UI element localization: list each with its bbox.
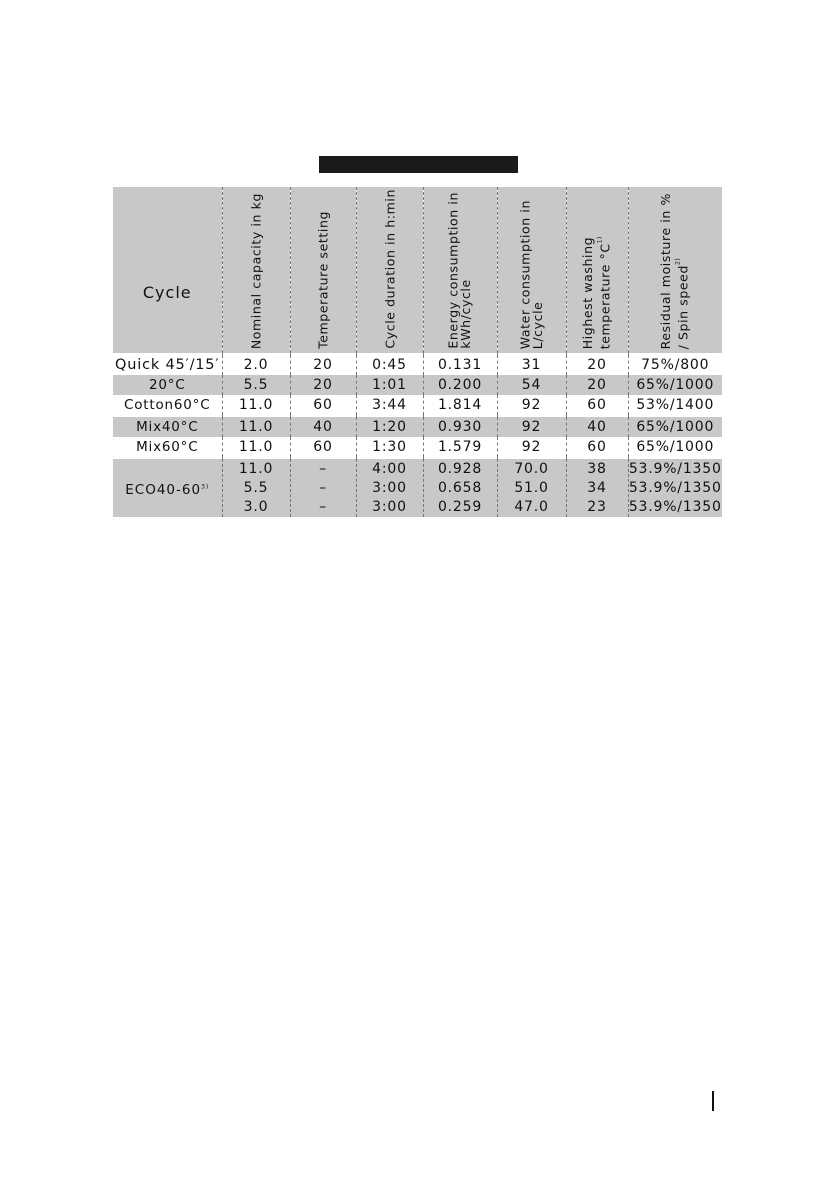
eco-capacity: 5.5 (243, 479, 269, 496)
table-row (113, 417, 722, 437)
eco-temp-cell (290, 459, 356, 517)
header-water-line-1: Water consumption in (517, 199, 532, 349)
cell-highest: 60 (566, 437, 628, 457)
eco-cycle-name (125, 482, 209, 498)
cell-energy: 0.930 (423, 417, 497, 437)
eco-water: 51.0 (514, 479, 549, 496)
cell-duration: 3:44 (356, 395, 423, 415)
cell-highest: 40 (566, 417, 628, 437)
cell-capacity: 5.5 (222, 375, 290, 395)
table-row (113, 437, 722, 457)
cell-capacity: 11.0 (222, 395, 290, 415)
cell-temp: 40 (290, 417, 356, 437)
cell-temp: 20 (290, 355, 356, 375)
cell-capacity: 11.0 (222, 437, 290, 457)
eco-highest: 23 (587, 498, 607, 515)
eco-highest: 34 (587, 479, 607, 496)
eco-energy: 0.928 (437, 460, 483, 477)
cell-moisture: 65%/1000 (628, 437, 722, 457)
cycle-name: Quick 45′/15′ (113, 355, 222, 375)
eco-moisture-cell (628, 459, 722, 517)
header-moisture (628, 187, 722, 353)
eco-energy: 0.658 (437, 479, 483, 496)
cell-energy: 1.579 (423, 437, 497, 457)
header-moisture-label (660, 193, 690, 349)
page-edge-mark (712, 1091, 714, 1111)
eco-row (113, 459, 722, 517)
consumption-table (113, 187, 722, 517)
cell-moisture: 65%/1000 (628, 375, 722, 395)
cell-water: 92 (497, 395, 566, 415)
eco-temp: – (319, 498, 327, 515)
header-temperature (290, 187, 356, 353)
header-duration (356, 187, 423, 353)
eco-duration: 4:00 (372, 460, 407, 477)
footnote-3-marker: 3) (201, 483, 210, 491)
cell-duration: 1:30 (356, 437, 423, 457)
cell-duration: 1:20 (356, 417, 423, 437)
cell-water: 92 (497, 437, 566, 457)
cell-temp: 60 (290, 395, 356, 415)
eco-duration-cell (356, 459, 423, 517)
header-highest-line-2: temperature °C (597, 243, 613, 349)
eco-energy: 0.259 (437, 498, 483, 515)
eco-temp: – (319, 460, 327, 477)
eco-duration: 3:00 (372, 498, 407, 515)
header-energy-line-2: kWh/cycle (458, 279, 473, 349)
cell-highest: 20 (566, 355, 628, 375)
header-water-label (519, 200, 544, 349)
eco-moisture: 53.9%/1350 (628, 460, 722, 477)
table-header-row (113, 187, 722, 353)
eco-water: 70.0 (514, 460, 549, 477)
cell-energy: 1.814 (423, 395, 497, 415)
eco-capacity: 3.0 (243, 498, 269, 515)
header-highest-temp (566, 187, 628, 353)
cell-temp: 20 (290, 375, 356, 395)
header-cycle (113, 187, 222, 353)
cell-temp: 60 (290, 437, 356, 457)
header-moisture-line-2: / Spin speed (675, 264, 691, 349)
cell-energy: 0.131 (423, 355, 497, 375)
cell-moisture: 75%/800 (628, 355, 722, 375)
header-water (497, 187, 566, 353)
title-bar-redacted (319, 156, 518, 173)
cycle-name: Cotton60°C (113, 395, 222, 415)
eco-name-text: ECO40-60 (125, 482, 202, 498)
eco-cycle-name-cell (113, 459, 222, 517)
eco-duration: 3:00 (372, 479, 407, 496)
cell-duration: 0:45 (356, 355, 423, 375)
eco-temp: – (319, 479, 327, 496)
cycle-name: Mix40°C (113, 417, 222, 437)
eco-highest: 38 (587, 460, 607, 477)
cell-water: 54 (497, 375, 566, 395)
cell-moisture: 53%/1400 (628, 395, 722, 415)
cell-duration: 1:01 (356, 375, 423, 395)
header-water-line-2: L/cycle (529, 301, 545, 349)
footnote-2-marker: 2) (674, 257, 682, 265)
cell-water: 92 (497, 417, 566, 437)
eco-water-cell (497, 459, 566, 517)
eco-moisture: 53.9%/1350 (628, 479, 722, 496)
cell-highest: 60 (566, 395, 628, 415)
header-highest-temp-label (579, 235, 613, 349)
cycle-name: 20°C (113, 375, 222, 395)
program-table (113, 187, 722, 515)
header-capacity-label: Nominal capacity in kg (248, 192, 264, 349)
cell-energy: 0.200 (423, 375, 497, 395)
header-highest-line-1: Highest washing (579, 236, 595, 349)
table-row (113, 375, 722, 395)
header-cycle-label: Cycle (142, 283, 192, 302)
header-moisture-line-1: Residual moisture in % (658, 192, 674, 349)
header-energy (423, 187, 497, 353)
cycle-name: Mix60°C (113, 437, 222, 457)
eco-capacity-cell (222, 459, 290, 517)
cell-water: 31 (497, 355, 566, 375)
cell-highest: 20 (566, 375, 628, 395)
cell-moisture: 65%/1000 (628, 417, 722, 437)
eco-capacity: 11.0 (238, 460, 274, 477)
eco-water: 47.0 (514, 498, 549, 515)
header-duration-label: Cycle duration in h:min (382, 189, 397, 349)
footnote-1-marker: 1) (596, 235, 604, 244)
header-energy-label (445, 192, 473, 349)
eco-moisture: 53.9%/1350 (628, 498, 722, 515)
header-temperature-label: Temperature setting (315, 211, 331, 349)
cell-capacity: 2.0 (222, 355, 290, 375)
table-row (113, 355, 722, 375)
eco-energy-cell (423, 459, 497, 517)
header-energy-line-1: Energy consumption in (445, 192, 461, 349)
eco-highest-cell (566, 459, 628, 517)
header-capacity (222, 187, 290, 353)
cell-capacity: 11.0 (222, 417, 290, 437)
table-row (113, 395, 722, 415)
